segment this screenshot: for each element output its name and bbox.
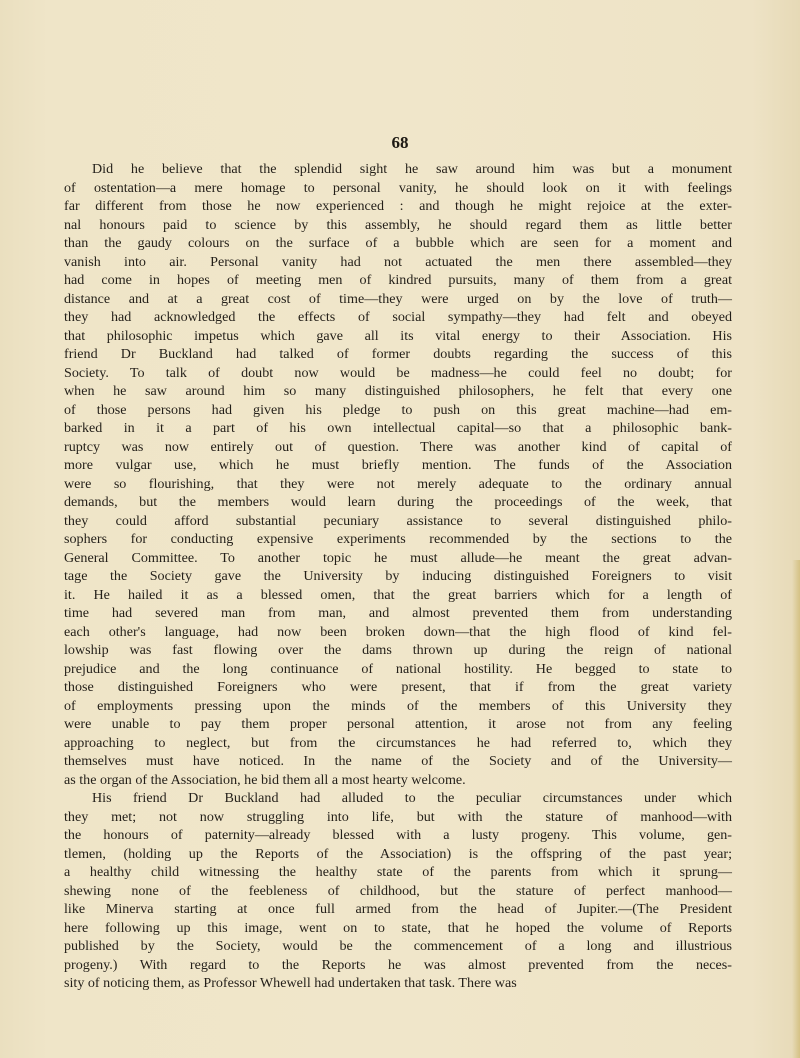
text-line: nal honours paid to science by this assembly, he should regard them as little better bbox=[64, 216, 732, 233]
text-line: here following up this image, went on to state, that he hoped the volume of Reports bbox=[64, 919, 732, 936]
text-line: those distinguished Foreigners who were present, that if from the great variety bbox=[64, 679, 732, 695]
text-line: were so flourishing, that they were not merely adequate to the ordinary annual bbox=[64, 475, 732, 492]
paragraph-1 bbox=[64, 160, 732, 789]
text-line: the honours of paternity—already blessed with a lusty progeny. This volume, gen- bbox=[64, 827, 732, 843]
text-line: vanish into air. Personal vanity had not actuated the men there assembled—they bbox=[64, 253, 732, 270]
text-line: as the organ of the Association, he bid them all a most hearty welcome. bbox=[64, 771, 466, 788]
text-line: friend Dr Buckland had talked of former doubts regarding the success of this bbox=[64, 346, 732, 362]
text-line: shewing none of the feebleness of childhood, but the stature of perfect manhood— bbox=[64, 882, 732, 899]
text-line: they could afford substantial pecuniary assistance to several distinguished philo- bbox=[64, 512, 732, 529]
text-line: when he saw around him so many distinguished philosophers, he felt that every one bbox=[64, 383, 732, 399]
text-line: of employments pressing upon the minds of the members of this University they bbox=[64, 697, 732, 714]
text-line: it. He hailed it as a blessed omen, that the great barriers which for a length of bbox=[64, 586, 732, 603]
text-line: were unable to pay them proper personal attention, it arose not from any feeling bbox=[64, 716, 732, 732]
text-line: lowship was fast flowing over the dams thrown up during the reign of national bbox=[64, 642, 732, 658]
text-line: tage the Society gave the University by inducing distinguished Foreigners to visit bbox=[64, 568, 732, 584]
text-line: like Minerva starting at once full armed from the head of Jupiter.—(The President bbox=[64, 901, 732, 917]
page-number: 68 bbox=[391, 133, 409, 152]
text-line: time had severed man from man, and almost prevented them from understanding bbox=[64, 605, 732, 621]
text-line: published by the Society, would be the commencement of a long and illustrious bbox=[64, 938, 732, 954]
body-text bbox=[64, 160, 732, 993]
text-line: tlemen, (holding up the Reports of the Association) is the offspring of the past year; bbox=[64, 845, 732, 862]
text-line: prejudice and the long continuance of national hostility. He begged to state to bbox=[64, 660, 732, 677]
text-line: far different from those he now experienced : and though he might rejoice at the exter- bbox=[64, 198, 732, 214]
paragraph-2 bbox=[64, 789, 732, 993]
text-line: His friend Dr Buckland had alluded to the peculiar circumstances under which bbox=[92, 790, 732, 806]
text-line: of those persons had given his pledge to push on this great machine—had em- bbox=[64, 401, 732, 418]
text-line: than the gaudy colours on the surface of a bubble which are seen for a moment and bbox=[64, 235, 732, 251]
text-line: more vulgar use, which he must briefly mention. The funds of the Association bbox=[64, 457, 732, 473]
text-line: of ostentation—a mere homage to personal vanity, he should look on it with feelings bbox=[64, 179, 732, 196]
text-line: Did he believe that the splendid sight he saw around him was but a monument bbox=[92, 161, 732, 177]
text-line: General Committee. To another topic he must allude—he meant the great advan- bbox=[64, 549, 732, 566]
text-line: approaching to neglect, but from the circumstances he had referred to, which they bbox=[64, 734, 732, 751]
text-line: Society. To talk of doubt now would be madness—he could feel no doubt; for bbox=[64, 364, 732, 381]
text-line: had come in hopes of meeting men of kindred pursuits, many of them from a great bbox=[64, 272, 732, 288]
text-line: sity of noticing them, as Professor Whewell had undertaken that task. There was bbox=[64, 975, 517, 991]
text-line: themselves must have noticed. In the name of the Society and of the University— bbox=[64, 753, 732, 769]
text-line: a healthy child witnessing the healthy state of the parents from which it sprung— bbox=[64, 864, 732, 880]
text-line: distance and at a great cost of time—they were urged on by the love of truth— bbox=[64, 290, 732, 307]
text-line: they met; not now struggling into life, but with the stature of manhood—with bbox=[64, 808, 732, 825]
text-line: each other's language, had now been broken down—that the high flood of kind fel- bbox=[64, 623, 732, 640]
text-line: progeny.) With regard to the Reports he was almost prevented from the neces- bbox=[64, 956, 732, 973]
text-line: barked in it a part of his own intellectual capital—so that a philosophic bank- bbox=[64, 420, 732, 436]
text-line: ruptcy was now entirely out of question. There was another kind of capital of bbox=[64, 438, 732, 455]
text-line: they had acknowledged the effects of social sympathy—they had felt and obeyed bbox=[64, 309, 732, 325]
text-line: sophers for conducting expensive experiments recommended by the sections to the bbox=[64, 531, 732, 547]
page-edge-shadow bbox=[792, 560, 800, 1058]
text-line: that philosophic impetus which gave all its vital energy to their Association. His bbox=[64, 327, 732, 344]
text-line: demands, but the members would learn during the proceedings of the week, that bbox=[64, 494, 732, 510]
